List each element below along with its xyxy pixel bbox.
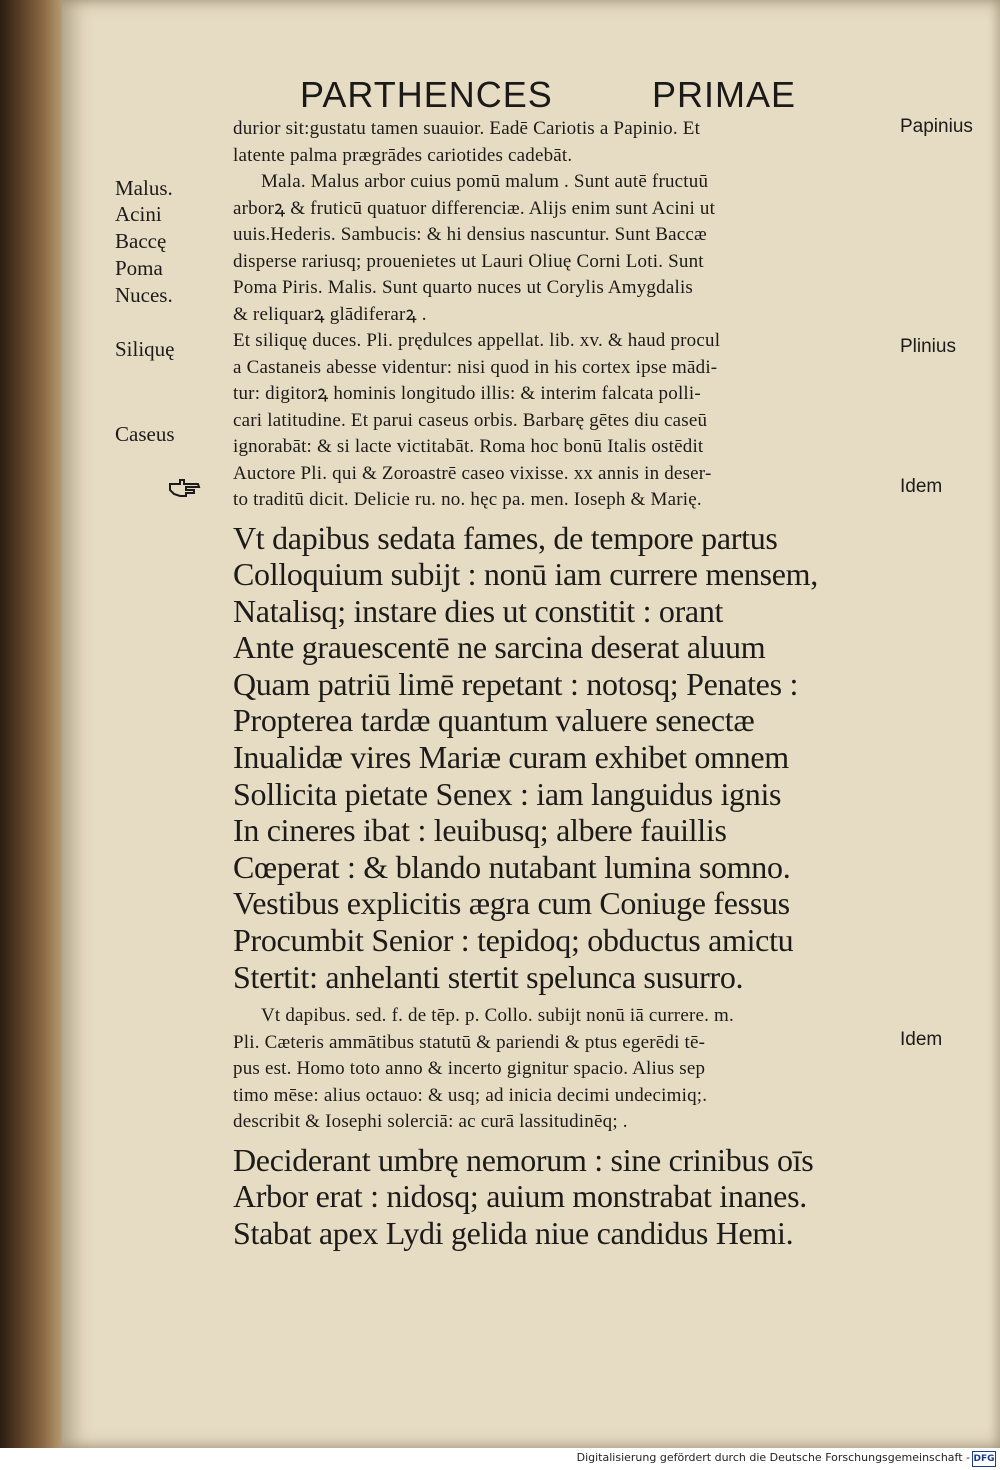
- manicule-icon: [168, 476, 202, 500]
- margin-note-poma: Poma: [115, 256, 163, 280]
- gloss-line: to traditū dicit. Delicie ru. no. hęc pa. men. Ioseph & Marię.: [233, 489, 702, 510]
- verse-line: Vestibus explicitis ægra cum Coniuge fessus: [233, 885, 790, 922]
- gloss-line: uuis.Hederis. Sambucis: & hi densius nascuntur. Sunt Baccæ: [233, 224, 707, 245]
- margin-note-idem: Idem: [900, 1029, 943, 1050]
- margin-note-plinius: Plinius: [900, 336, 956, 357]
- verse-line: Quam patriū limē repetant : notosq; Penates :: [233, 665, 799, 702]
- margin-note-siliquae: Siliquę: [115, 337, 175, 361]
- verse-line: Colloquium subijt : nonū iam currere mensem,: [233, 556, 818, 593]
- gloss-line: Auctore Pli. qui & Zoroastrē caseo vixisse. xx annis in deser-: [233, 462, 712, 484]
- footer-bar: [0, 1448, 1000, 1470]
- running-head-right: PRIMAE: [652, 74, 797, 115]
- gloss-line: ignorabāt: & si lacte victitabāt. Roma hoc bonū Italis ostēdit: [233, 436, 704, 457]
- margin-note-caseus: Caseus: [115, 422, 175, 446]
- margin-note-papinius: Papinius: [900, 116, 973, 137]
- footer-credit: Digitalisierung gefördert durch die Deutsche Forschungsgemeinschaft -: [576, 1451, 970, 1464]
- gloss-line: latente palma prægrādes cariotides cadebāt.: [233, 144, 573, 166]
- dfg-logo: DFG: [972, 1451, 996, 1467]
- margin-note-idem: Idem: [900, 476, 943, 497]
- gloss-line: Vt dapibus. sed. f. de tēp. p. Collo. subijt nonū iā currere. m.: [261, 1005, 734, 1027]
- gloss-line: arborꝝ & fruticū quatuor differenciæ. Alijs enim sunt Acini ut: [233, 197, 716, 219]
- verse-line: Cœperat : & blando nutabant lumina somno.: [233, 848, 791, 885]
- verse-line: Vt dapibus sedata fames, de tempore partus: [233, 519, 778, 556]
- margin-note-acini: Acini: [115, 202, 162, 226]
- verse-line: In cineres ibat : leuibusq; albere fauillis: [233, 812, 727, 849]
- verse-line: Propterea tardæ quantum valuere senectæ: [233, 702, 755, 739]
- gloss-line: durior sit:gustatu tamen suauior. Eadē Cariotis a Papinio. Et: [233, 118, 701, 139]
- verse-line: Stertit: anhelanti stertit spelunca susurro.: [233, 958, 744, 995]
- gloss-line: a Castaneis abesse videntur: nisi quod in his cortex ipse mādi-: [233, 356, 718, 378]
- verse-line: Procumbit Senior : tepidoq; obductus amictu: [233, 922, 794, 959]
- spacer: [233, 995, 893, 1003]
- verse-line: Natalisq; instare dies ut constitit : orant: [233, 592, 724, 629]
- verse-line: Stabat apex Lydi gelida niue candidus Hemi.: [233, 1214, 794, 1251]
- gloss-line: describit & Iosephi solerciā: ac curā lassitudinēq; .: [233, 1111, 628, 1133]
- gloss-line: & reliquarꝝ glādiferarꝝ .: [233, 303, 427, 325]
- book-page-edges: [0, 0, 62, 1450]
- margin-note-nuces: Nuces.: [115, 283, 173, 307]
- gloss-line: disperse rariusq; prouenietes ut Lauri Oliuę Corni Loti. Sunt: [233, 250, 704, 272]
- running-head-left: PARTHENCES: [300, 74, 553, 115]
- gloss-line: Et siliquę duces. Pli. prędulces appellat. lib. xv. & haud procul: [233, 330, 721, 351]
- verse-line: Sollicita pietate Senex : iam languidus ignis: [233, 775, 782, 812]
- gloss-line: Pli. Cæteris ammātibus statutū & pariendi & ptus egerēdi tē-: [233, 1031, 706, 1053]
- verse-line: Ante grauescentē ne sarcina deserat aluum: [233, 629, 766, 666]
- verse-line: Inualidæ vires Mariæ curam exhibet omnem: [233, 739, 789, 776]
- margin-note-malus: Malus.: [115, 176, 173, 200]
- gloss-line: cari latitudine. Et parui caseus orbis. Barbarę gētes diu caseū: [233, 409, 708, 431]
- main-text-block: [233, 116, 893, 1252]
- gloss-line: tur: digitorꝝ hominis longitudo illis: & interim falcata polli-: [233, 383, 701, 404]
- verse-line: Arbor erat : nidosq; auium monstrabat inanes.: [233, 1178, 807, 1215]
- verse-line: Deciderant umbrę nemorum : sine crinibus oīs: [233, 1141, 814, 1178]
- gloss-line: pus est. Homo toto anno & incerto gignitur spacio. Alius sep: [233, 1058, 706, 1080]
- gloss-line: Poma Piris. Malis. Sunt quarto nuces ut Corylis Amygdalis: [233, 277, 694, 298]
- gloss-line: timo mēse: alius octauo: & usq; ad inicia decimi undecimiq;.: [233, 1084, 708, 1106]
- margin-note-baccae: Baccę: [115, 229, 167, 253]
- gloss-line: Mala. Malus arbor cuius pomū malum . Sunt autē fructuū: [261, 171, 709, 192]
